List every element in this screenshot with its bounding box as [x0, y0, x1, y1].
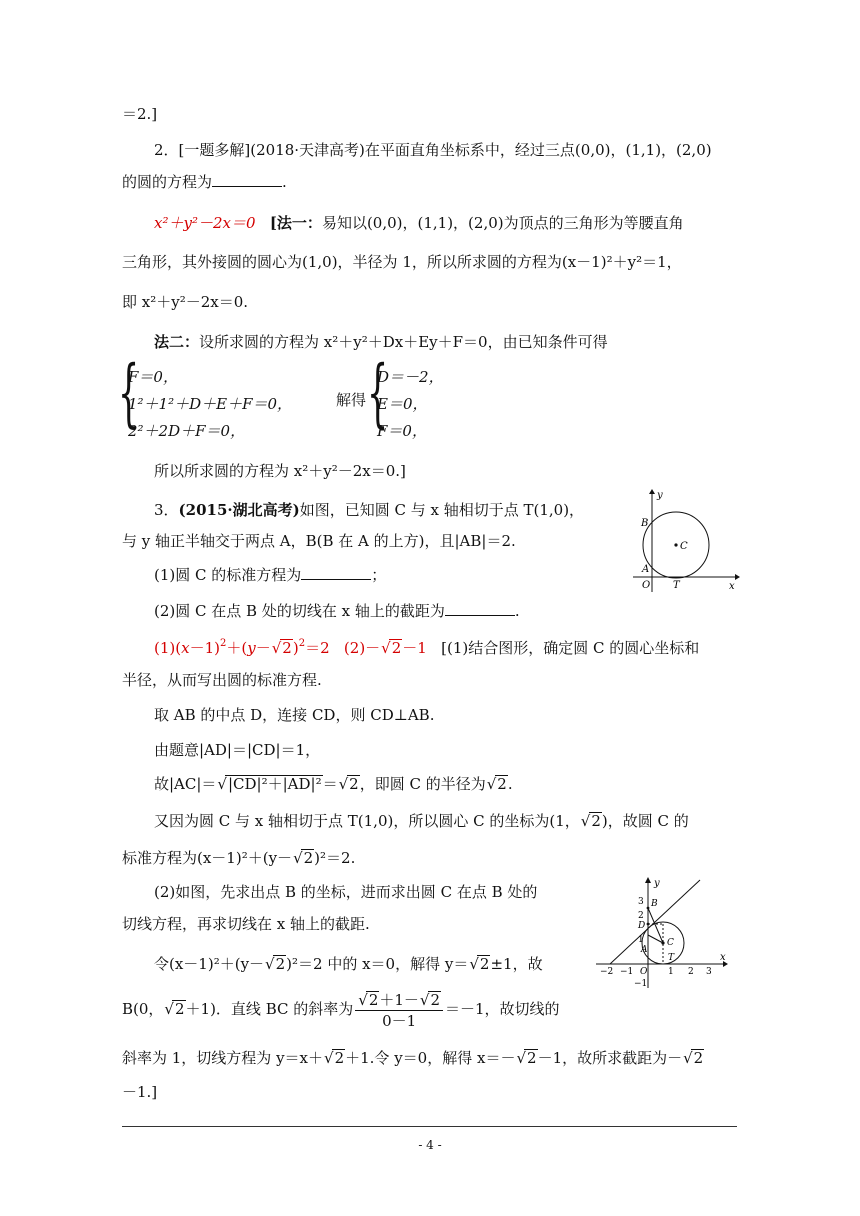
system-eq-2: 1²＋1²＋D＋E＋F＝0， [128, 395, 293, 413]
answer-3-line7: 标准方程为(x－1)²＋(y－√ 2)²＝2. [122, 848, 355, 868]
answer-3-line5: 故|AC|＝√ |CD|²＋|AD|²＝√ 2，即圆 C 的半径为√ 2. [154, 774, 513, 794]
answer-3-line2: 半径，从而写出圆的标准方程. [122, 671, 322, 689]
answer-3-line9: 切线方程，再求切线在 x 轴上的截距. [122, 915, 370, 933]
answer-blank [301, 565, 371, 580]
question-3: 3．(2015·湖北高考)如图，已知圆 C 与 x 轴相切于点 T(1,0)， [154, 501, 585, 519]
question-source: (2015·湖北高考) [178, 501, 300, 519]
fig2-xtick-m1: −1 [620, 967, 634, 977]
system-eq-3: 2²＋2D＋F＝0， [128, 422, 246, 440]
fig2-xtick-m2: −2 [600, 967, 614, 977]
question-2: 2．[一题多解](2018·天津高考)在平面直角坐标系中，经过三点(0,0)，(1,1)，(2,0) [154, 141, 712, 159]
fig2-xtick-2: 2 [688, 967, 694, 977]
answer-3-line4: 由题意|AD|＝|CD|＝1， [154, 741, 321, 759]
right-brace: { [367, 350, 389, 436]
answer-2-line2: 三角形，其外接圆的圆心为(1,0)，半径为 1，所以所求圆的方程为(x－1)²＋y²＝1， [122, 253, 682, 271]
fig2-ytick-2: 2 [638, 911, 644, 921]
fig2-y-label: y [654, 878, 660, 889]
question-3-line2: 与 y 轴正半轴交于两点 A，B(B 在 A 的上方)，且|AB|＝2. [122, 532, 516, 550]
fig2-point-C: C [667, 938, 674, 948]
fig1-x-label: x [729, 581, 735, 592]
solve-label: 解得 [336, 391, 367, 409]
solution-eq-3: F＝0， [377, 422, 427, 440]
method-1-label: [法一： [269, 214, 322, 232]
fig2-point-A: A [641, 945, 648, 955]
solution-eq-1: D＝－2， [377, 368, 444, 386]
question-3-part1: (1)圆 C 的标准方程为 ； [154, 566, 387, 584]
answer-3-line3: 取 AB 的中点 D，连接 CD，则 CD⊥AB. [154, 706, 435, 724]
answer-2-result: x²＋y²－2x＝0 [154, 214, 256, 232]
figure-circle-tangent [625, 488, 740, 593]
answer-3-line12: 斜率为 1，切线方程为 y＝x＋√ 2＋1.令 y＝0，解得 x＝－√ 2－1，故所求截距为－√ 2 [122, 1048, 704, 1068]
system-eq-1: F＝0， [128, 368, 178, 386]
fig1-point-C: C [680, 541, 688, 552]
solution-eq-2: E＝0， [377, 395, 428, 413]
fig2-ytick-1: 1 [638, 935, 644, 945]
question-3-part2: (2)圆 C 在点 B 处的切线在 x 轴上的截距为 . [154, 602, 520, 620]
fig1-point-T: T [673, 580, 680, 591]
fig2-xtick-1: 1 [668, 967, 674, 977]
answer-3-results: $(1)(x-1)^2+(y-√$ 2)$^2$＝2 (2)－√ 2－1 [(1)结合图形，确定圆 C 的圆心坐标和 [154, 638, 699, 661]
answer-blank [445, 601, 515, 616]
fig2-point-T: T [668, 953, 675, 963]
fig1-origin: O [642, 580, 651, 591]
page-number: - 4 - [418, 1138, 442, 1152]
fig2-x-label: x [720, 952, 726, 963]
fig2-ytick-m1: −1 [634, 979, 648, 989]
prev-answer-end: ＝2.] [122, 105, 158, 123]
fig1-point-B: B [641, 518, 649, 529]
answer-blank [212, 172, 282, 187]
answer-3-line13: －1.] [122, 1083, 158, 1101]
fig1-point-A: A [642, 564, 650, 575]
question-source: (2018·天津高考) [250, 141, 365, 159]
question-2-line2: 的圆的方程为 . [122, 173, 287, 191]
answer-3-line6: 又因为圆 C 与 x 轴相切于点 T(1,0)，所以圆心 C 的坐标为(1，√ 2)，故圆 C 的 [154, 811, 689, 831]
answer-2-conclusion: 所以所求圆的方程为 x²＋y²－2x＝0.] [154, 462, 406, 480]
slope-fraction: √ $\frac{2+1-√ 2}{0-1}$ [355, 990, 443, 1031]
fig2-point-B: B [651, 899, 658, 909]
answer-2-line3: 即 x²＋y²－2x＝0. [122, 293, 249, 311]
fig2-origin: O [640, 967, 648, 977]
fig2-ytick-3: 3 [638, 897, 644, 907]
method-2-label: 法二： [154, 333, 200, 351]
fig1-y-label: y [657, 490, 663, 501]
answer-3-line11: B(0，√ 2＋1)．直线 BC 的斜率为 √ $\frac{2+1-√ 2}{0-1}$ ＝－1，故切线的 [122, 988, 560, 1031]
answer-3-part1: $(1)(x-1)^2+(y-√$ 2)$^2$＝2 [154, 639, 330, 657]
answer-3-part2: (2)－√ 2－1 [344, 639, 427, 657]
method-2: 法二：设所求圆的方程为 x²＋y²＋Dx＋Ey＋F＝0，由已知条件可得 [154, 333, 608, 351]
left-brace: { [118, 350, 140, 436]
fig2-xtick-3: 3 [706, 967, 712, 977]
answer-3-line10: 令(x－1)²＋(y－√ 2)²＝2 中的 x＝0，解得 y＝√ 2±1，故 [154, 954, 543, 974]
footer-rule [122, 1126, 737, 1127]
figure-tangent-line [592, 876, 732, 992]
answer-2: x²＋y²－2x＝0 [法一：易知以(0,0)，(1,1)，(2,0)为顶点的三角形为等腰直角 [154, 214, 684, 232]
multi-solution-tag: [一题多解] [178, 141, 251, 159]
fig2-point-D: D [638, 921, 646, 931]
answer-3-line8: (2)如图，先求出点 B 的坐标，进而求出圆 C 在点 B 处的 [154, 883, 538, 901]
